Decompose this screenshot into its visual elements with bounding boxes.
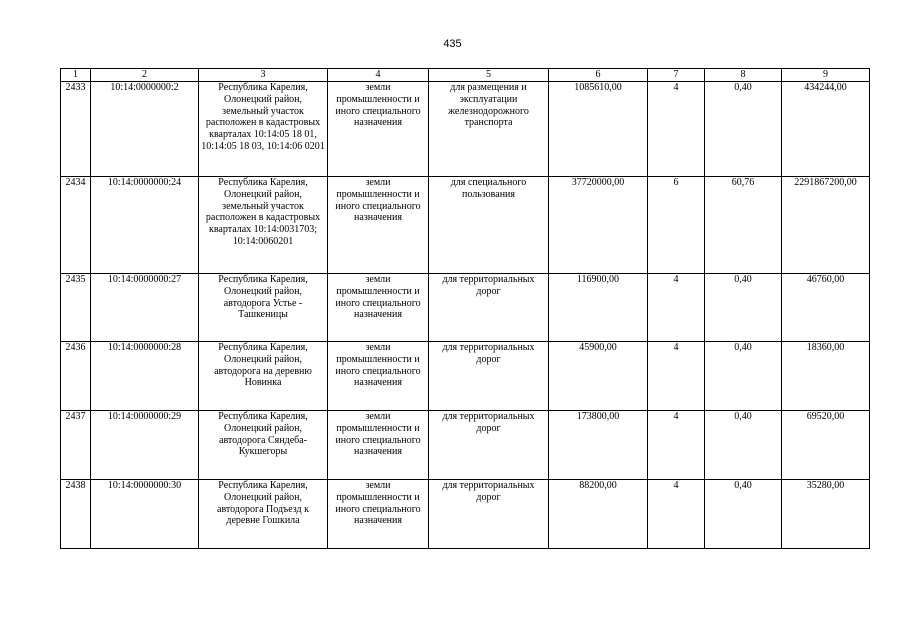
value-cell: 46760,00 xyxy=(782,274,870,342)
header-row xyxy=(61,69,870,82)
cadastral-number-cell: 10:14:0000000:2 xyxy=(91,82,199,177)
rate-cell: 0,40 xyxy=(705,342,782,411)
cadastral-number-cell: 10:14:0000000:27 xyxy=(91,274,199,342)
group-cell: 6 xyxy=(648,177,705,274)
land-category-cell: земли промышленности и иного специального назначения xyxy=(328,177,429,274)
area-cell: 116900,00 xyxy=(549,274,648,342)
location-cell: Республика Карелия, Олонецкий район, автодорога Сяндеба-Кукшегоры xyxy=(199,411,328,480)
permitted-use-cell: для территориальных дорог xyxy=(429,274,549,342)
group-cell: 4 xyxy=(648,480,705,549)
area-cell: 173800,00 xyxy=(549,411,648,480)
location-cell: Республика Карелия, Олонецкий район, автодорога на деревню Новинка xyxy=(199,342,328,411)
value-cell: 69520,00 xyxy=(782,411,870,480)
rate-cell: 0,40 xyxy=(705,480,782,549)
land-registry-table xyxy=(60,68,870,549)
land-category-cell: земли промышленности и иного специального назначения xyxy=(328,480,429,549)
table-row xyxy=(61,342,870,411)
permitted-use-cell: для территориальных дорог xyxy=(429,411,549,480)
column-header: 7 xyxy=(648,69,705,82)
rate-cell: 0,40 xyxy=(705,82,782,177)
cadastral-number-cell: 10:14:0000000:24 xyxy=(91,177,199,274)
value-cell: 18360,00 xyxy=(782,342,870,411)
cadastral-number-cell: 10:14:0000000:29 xyxy=(91,411,199,480)
row-number-cell: 2437 xyxy=(61,411,91,480)
cadastral-number-cell: 10:14:0000000:30 xyxy=(91,480,199,549)
table-row xyxy=(61,177,870,274)
table-row xyxy=(61,480,870,549)
permitted-use-cell: для территориальных дорог xyxy=(429,480,549,549)
value-cell: 2291867200,00 xyxy=(782,177,870,274)
column-header: 4 xyxy=(328,69,429,82)
value-cell: 434244,00 xyxy=(782,82,870,177)
area-cell: 45900,00 xyxy=(549,342,648,411)
group-cell: 4 xyxy=(648,342,705,411)
permitted-use-cell: для территориальных дорог xyxy=(429,342,549,411)
location-cell: Республика Карелия, Олонецкий район, автодорога Устье - Ташкеницы xyxy=(199,274,328,342)
row-number-cell: 2438 xyxy=(61,480,91,549)
column-header: 2 xyxy=(91,69,199,82)
rate-cell: 0,40 xyxy=(705,274,782,342)
group-cell: 4 xyxy=(648,274,705,342)
column-header: 5 xyxy=(429,69,549,82)
permitted-use-cell: для специального пользования xyxy=(429,177,549,274)
rate-cell: 0,40 xyxy=(705,411,782,480)
column-header: 6 xyxy=(549,69,648,82)
area-cell: 1085610,00 xyxy=(549,82,648,177)
land-category-cell: земли промышленности и иного специального назначения xyxy=(328,411,429,480)
location-cell: Республика Карелия, Олонецкий район, земельный участок расположен в кадастровых кварталах 10:14:0031703; 10:14:0060201 xyxy=(199,177,328,274)
land-category-cell: земли промышленности и иного специального назначения xyxy=(328,274,429,342)
column-header: 3 xyxy=(199,69,328,82)
row-number-cell: 2435 xyxy=(61,274,91,342)
permitted-use-cell: для размещения и эксплуатации железнодорожного транспорта xyxy=(429,82,549,177)
page-number: 435 xyxy=(443,38,462,50)
rate-cell: 60,76 xyxy=(705,177,782,274)
column-header: 8 xyxy=(705,69,782,82)
row-number-cell: 2433 xyxy=(61,82,91,177)
location-cell: Республика Карелия, Олонецкий район, автодорога Подъезд к деревне Гошкила xyxy=(199,480,328,549)
column-header: 1 xyxy=(61,69,91,82)
table-row xyxy=(61,411,870,480)
row-number-cell: 2436 xyxy=(61,342,91,411)
area-cell: 37720000,00 xyxy=(549,177,648,274)
land-category-cell: земли промышленности и иного специального назначения xyxy=(328,82,429,177)
table-row xyxy=(61,274,870,342)
cadastral-number-cell: 10:14:0000000:28 xyxy=(91,342,199,411)
column-header: 9 xyxy=(782,69,870,82)
land-category-cell: земли промышленности и иного специального назначения xyxy=(328,342,429,411)
value-cell: 35280,00 xyxy=(782,480,870,549)
group-cell: 4 xyxy=(648,411,705,480)
location-cell: Республика Карелия, Олонецкий район, земельный участок расположен в кадастровых кварталах 10:14:05 18 01, 10:14:05 18 03, 10:14:06 0201 xyxy=(199,82,328,177)
group-cell: 4 xyxy=(648,82,705,177)
table-row xyxy=(61,82,870,177)
area-cell: 88200,00 xyxy=(549,480,648,549)
row-number-cell: 2434 xyxy=(61,177,91,274)
